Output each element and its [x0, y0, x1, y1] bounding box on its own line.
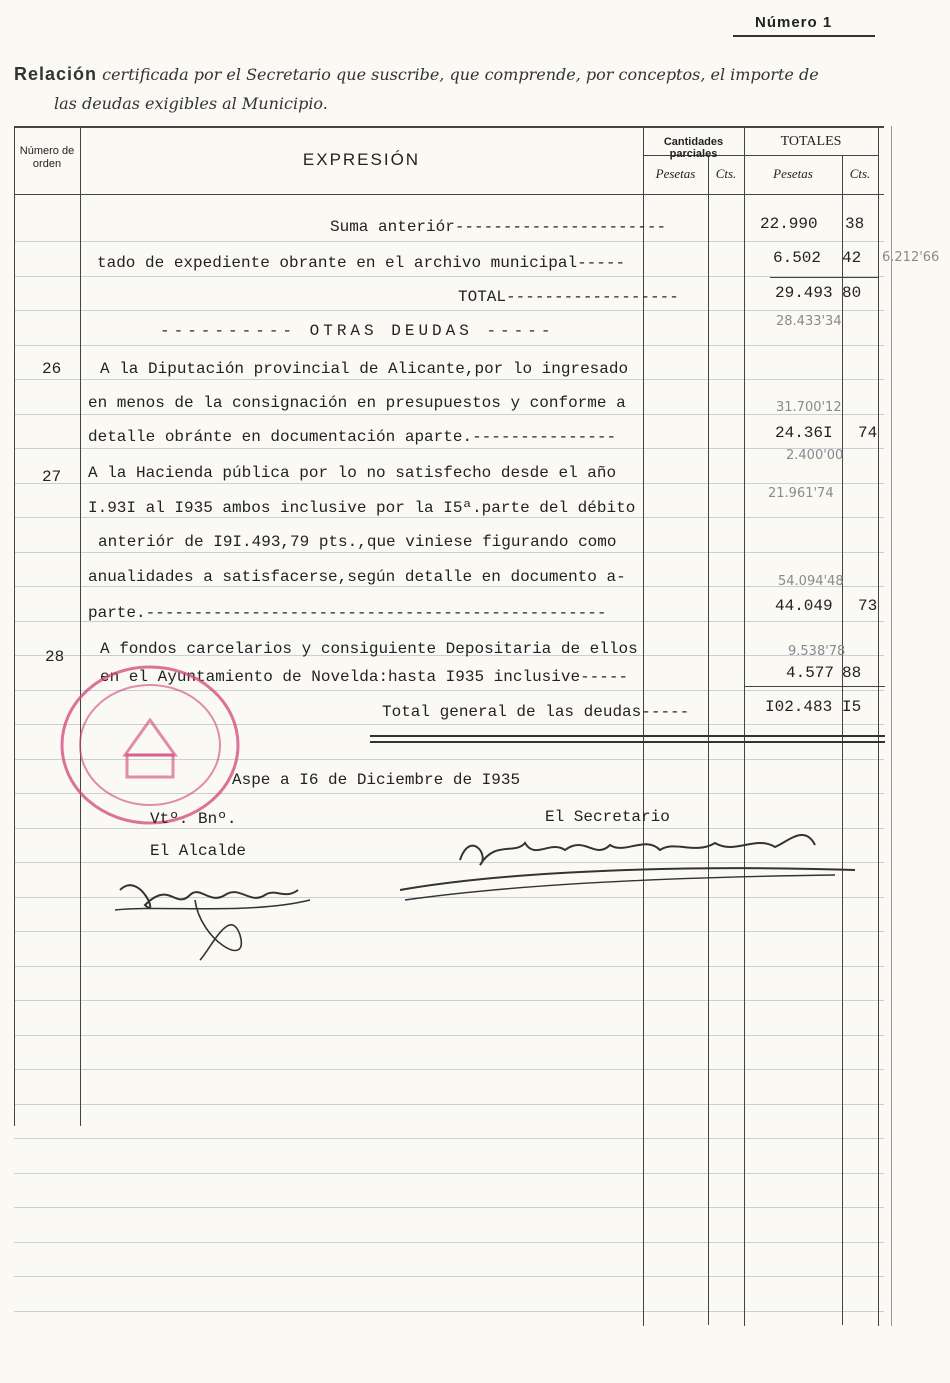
row-27-pesetas: 44.049 [775, 597, 833, 615]
ledger-rule-line [14, 1242, 884, 1243]
tado-expediente-text: tado de expediente obrante en el archivo municipal----- [97, 254, 626, 272]
row-26-line-1: A la Diputación provincial de Alicante,por lo ingresado [100, 360, 629, 378]
ledger-rule-line [14, 1173, 884, 1174]
double-rule-bottom [370, 741, 885, 743]
row-26-line-3: detalle obránte en documentación aparte.--------------- [88, 428, 617, 446]
handwritten-row-26: 31.700'12 [776, 400, 842, 415]
ledger-rule-line [14, 1104, 884, 1105]
table-right-border [891, 126, 892, 1326]
row-27-line-1: A la Hacienda pública por lo no satisfecho desde el año [88, 464, 617, 482]
handwritten-row-27-a: 2.400'00 [786, 448, 844, 463]
document-heading [14, 60, 894, 118]
ledger-rule-line [14, 1138, 884, 1139]
row-26-cts: 74 [858, 424, 878, 442]
ledger-rule-line [14, 241, 884, 242]
double-rule-top [370, 735, 885, 737]
suma-anterior-pesetas: 22.990 [760, 215, 818, 233]
total-overline [770, 277, 878, 278]
ledger-rule-line [14, 345, 884, 346]
header-cts-totales: Cts. [849, 166, 871, 181]
ledger-rule-line [14, 1276, 884, 1277]
table-col-divider-4 [744, 126, 745, 1326]
suma-anterior-text: Suma anteriór---------------------- [330, 218, 667, 236]
table-left-border [14, 126, 15, 1126]
row-28-pesetas: 4.577 [786, 664, 835, 682]
heading-text: certificada por el Secretario que suscribe, que comprende, por conceptos, el importe de [97, 65, 819, 84]
document-number: Número 1 [755, 14, 833, 31]
row-27-line-2: I.93I al I935 ambos inclusive por la I5ª.parte del débito [88, 499, 636, 517]
row-28-line-1: A fondos carcelarios y consiguiente Depositaria de ellos [100, 640, 638, 658]
row-27-number: 27 [42, 468, 62, 486]
table-header-bottom [14, 194, 884, 195]
tado-expediente-cts: 42 [842, 249, 862, 267]
ledger-rule-line [14, 448, 884, 449]
handwritten-row-27-b: 21.961'74 [768, 486, 834, 501]
header-numero-orden: Número de orden [19, 145, 75, 170]
visto-bueno: Vtº. Bnº. [150, 810, 237, 828]
table-col-divider-5 [842, 155, 843, 1325]
otras-deudas-heading: ---------- OTRAS DEUDAS ----- [160, 322, 555, 340]
row-28-cts: 88 [842, 664, 862, 682]
row-26-line-2: en menos de la consignación en presupuestos y conforme a [88, 394, 626, 412]
ledger-rule-line [14, 552, 884, 553]
ledger-rule-line [14, 483, 884, 484]
header-totales: TOTALES [780, 134, 842, 149]
header-expresion: EXPRESIÓN [302, 150, 421, 169]
ledger-rule-line [14, 310, 884, 311]
total-general-cts: I5 [842, 698, 862, 716]
ledger-rule-line [14, 379, 884, 380]
ledger-rule-line [14, 586, 884, 587]
header-pesetas-totales: Pesetas [773, 166, 813, 181]
heading-line2: las deudas exigibles al Municipio. [54, 94, 328, 113]
handwritten-margin-total: 6.212'66 [882, 250, 940, 265]
ledger-rule-line [14, 1035, 884, 1036]
header-pesetas-parciales: Pesetas [655, 166, 696, 181]
municipal-stamp [55, 660, 245, 830]
row-27-cts: 73 [858, 597, 878, 615]
handwritten-otras-total: 28.433'34 [776, 314, 842, 329]
table-col-divider-6 [878, 126, 879, 1326]
suma-anterior-cts: 38 [845, 215, 865, 233]
table-col-divider-1 [80, 126, 81, 1126]
header-cantidades: Cantidades parciales [663, 136, 724, 160]
total-general-pesetas: I02.483 [765, 698, 833, 716]
table-top-border [14, 126, 884, 128]
total-pesetas: 29.493 [775, 284, 833, 302]
row-28-number: 28 [45, 648, 65, 666]
ledger-rule-line [14, 1000, 884, 1001]
handwritten-row-27-c: 54.094'48 [778, 574, 844, 589]
alcalde-signature [100, 860, 330, 980]
otras-deudas-label: OTRAS DEUDAS [309, 322, 473, 340]
general-overline [745, 686, 885, 687]
ledger-rule-line [14, 1207, 884, 1208]
place-date: Aspe a I6 de Diciembre de I935 [232, 771, 521, 789]
table-col-divider-3 [708, 155, 709, 1325]
table-col-divider-2 [643, 126, 644, 1326]
ledger-rule-line [14, 1069, 884, 1070]
secretario-label: El Secretario [545, 808, 670, 826]
number-underline [733, 35, 875, 37]
header-cts-parciales: Cts. [715, 166, 737, 181]
ledger-rule-line [14, 414, 884, 415]
ledger-rule-line [14, 517, 884, 518]
row-27-line-5: parte.------------------------------------------------ [88, 604, 607, 622]
ledger-rule-line [14, 1311, 884, 1312]
total-cts: 80 [842, 284, 862, 302]
row-28-line-2: en el Ayuntamiento de Novelda:hasta I935 inclusive----- [100, 668, 629, 686]
row-26-pesetas: 24.36I [775, 424, 833, 442]
handwritten-row-28: 9.538'78 [788, 644, 846, 659]
tado-expediente-pesetas: 6.502 [773, 249, 822, 267]
total-text: TOTAL------------------ [458, 288, 679, 306]
row-27-line-4: anualidades a satisfacerse,según detalle en documento a- [88, 568, 626, 586]
alcalde-label: El Alcalde [150, 842, 247, 860]
row-27-line-3: anteriór de I9I.493,79 pts.,que viniese figurando como [98, 533, 617, 551]
total-general-text: Total general de las deudas----- [382, 703, 690, 721]
row-26-number: 26 [42, 360, 62, 378]
ledger-rule-line [14, 276, 884, 277]
heading-bold: Relación [14, 64, 98, 84]
secretario-signature [395, 815, 865, 925]
